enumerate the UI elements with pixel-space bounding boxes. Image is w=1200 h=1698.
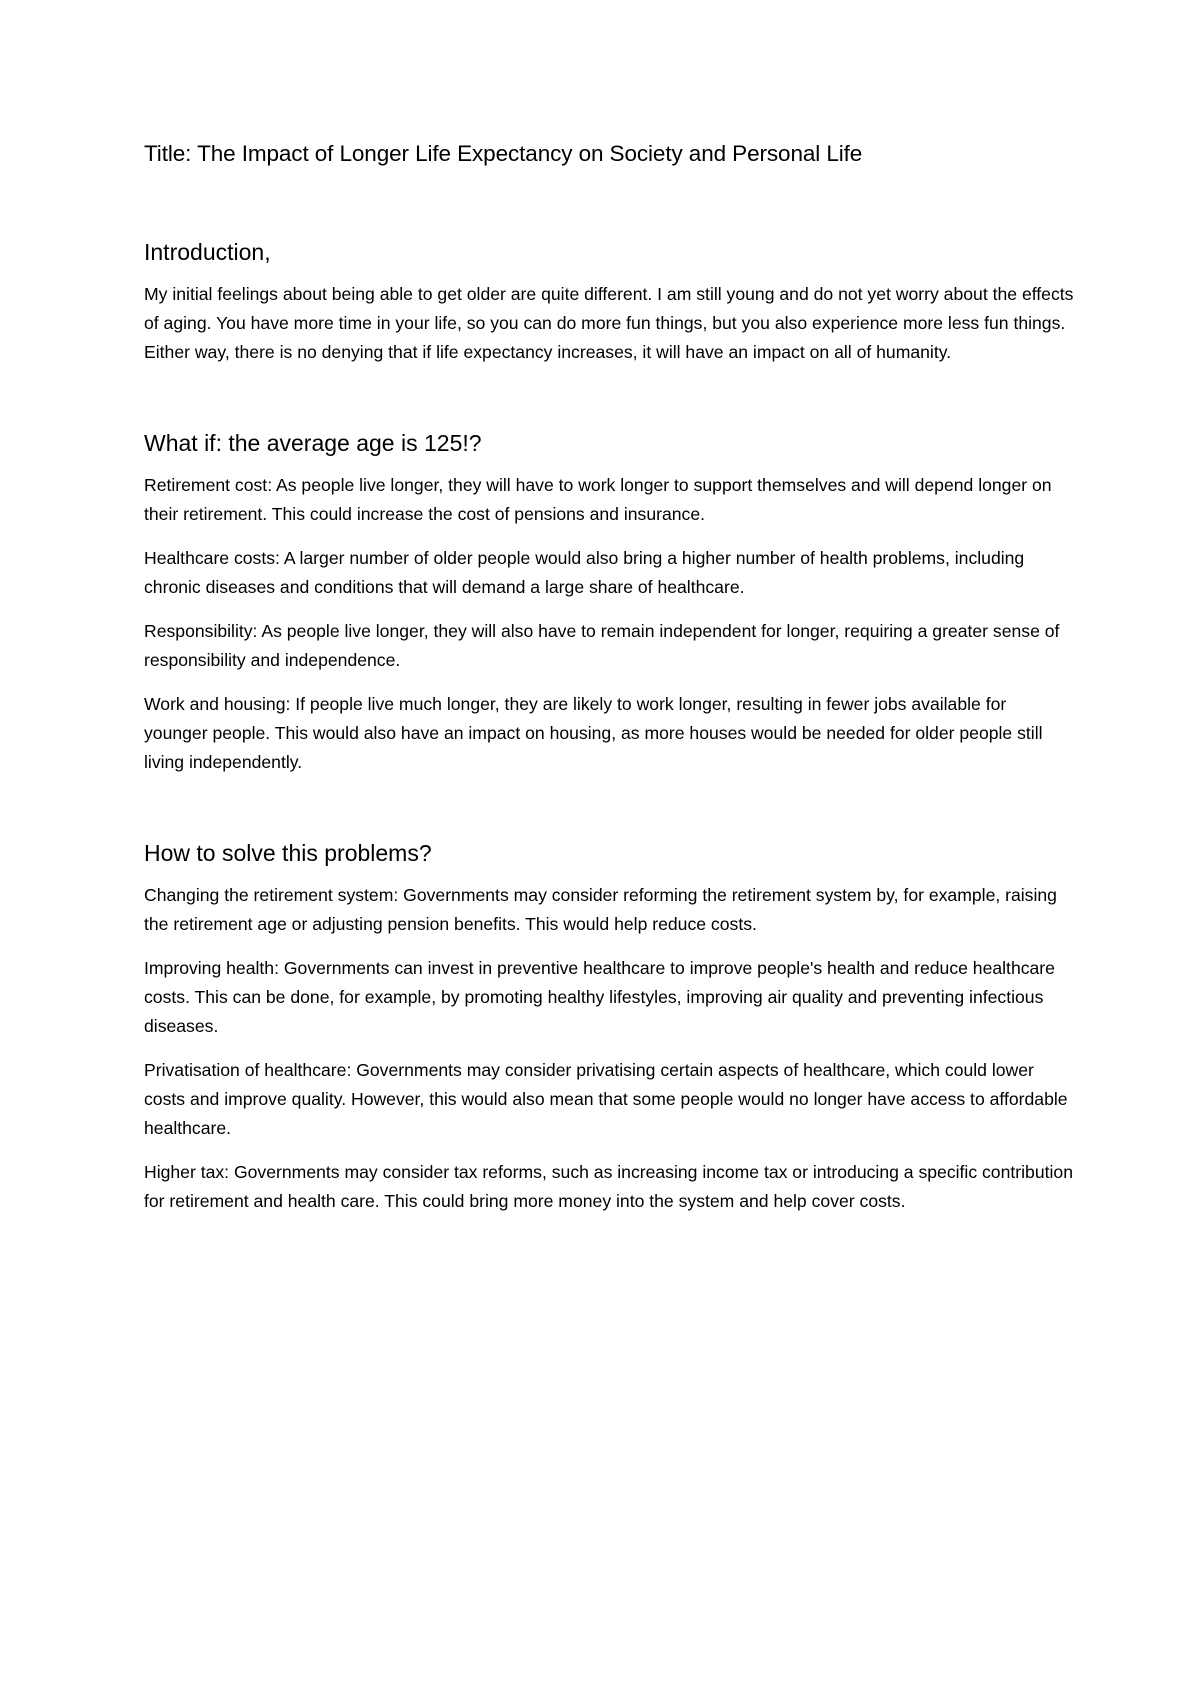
paragraph-privatisation-of-healthcare: Privatisation of healthcare: Governments may consider privatising certain aspects of healthcare, which could lower costs and improve quality. However, this would also mean that some people would no longer have access to affordable healthcare. [144, 1060, 1068, 1138]
paragraph-intro: My initial feelings about being able to get older are quite different. I am still young and do not yet worry about the effects of aging. You have more time in your life, so you can do more fun things, but you also experience more less fun things. Either way, there is no denying that if life expectancy increases, it will have an impact on all of humanity. [144, 284, 1074, 362]
paragraph-improving-health: Improving health: Governments can invest in preventive healthcare to improve people's health and reduce healthcare costs. This can be done, for example, by promoting healthy lifestyles, improving air quality and preventing infectious diseases. [144, 958, 1055, 1036]
section-introduction [144, 236, 1074, 367]
document-title: Title: The Impact of Longer Life Expectancy on Society and Personal Life [144, 141, 863, 166]
paragraph-healthcare-costs: Healthcare costs: A larger number of older people would also bring a higher number of health problems, including chronic diseases and conditions that will demand a large share of healthcare. [144, 548, 1025, 597]
document-body [144, 138, 1074, 1216]
section-heading-introduction: Introduction, [144, 239, 271, 265]
paragraph-higher-tax: Higher tax: Governments may consider tax reforms, such as increasing income tax or introducing a specific contribution for retirement and health care. This could bring more money into the system and help cover costs. [144, 1162, 1073, 1211]
section-heading-how-to-solve: How to solve this problems? [144, 840, 432, 866]
section-what-if [144, 427, 1074, 777]
paragraph-changing-retirement-system: Changing the retirement system: Governments may consider reforming the retirement system by, for example, raising the retirement age or adjusting pension benefits. This would help reduce costs. [144, 885, 1057, 934]
paragraph-responsibility: Responsibility: As people live longer, they will also have to remain independent for longer, requiring a greater sense of responsibility and independence. [144, 621, 1060, 670]
section-body-what-if [144, 471, 1074, 777]
section-heading-what-if: What if: the average age is 125!? [144, 430, 482, 456]
section-how-to-solve [144, 837, 1074, 1216]
paragraph-retirement-cost: Retirement cost: As people live longer, they will have to work longer to support themselves and will depend longer on their retirement. This could increase the cost of pensions and insurance. [144, 475, 1052, 524]
section-body-how-to-solve [144, 881, 1074, 1216]
paragraph-work-and-housing: Work and housing: If people live much longer, they are likely to work longer, resulting in fewer jobs available for younger people. This would also have an impact on housing, as more houses would be needed for older people still living independently. [144, 694, 1043, 772]
section-body-introduction [144, 280, 1074, 367]
